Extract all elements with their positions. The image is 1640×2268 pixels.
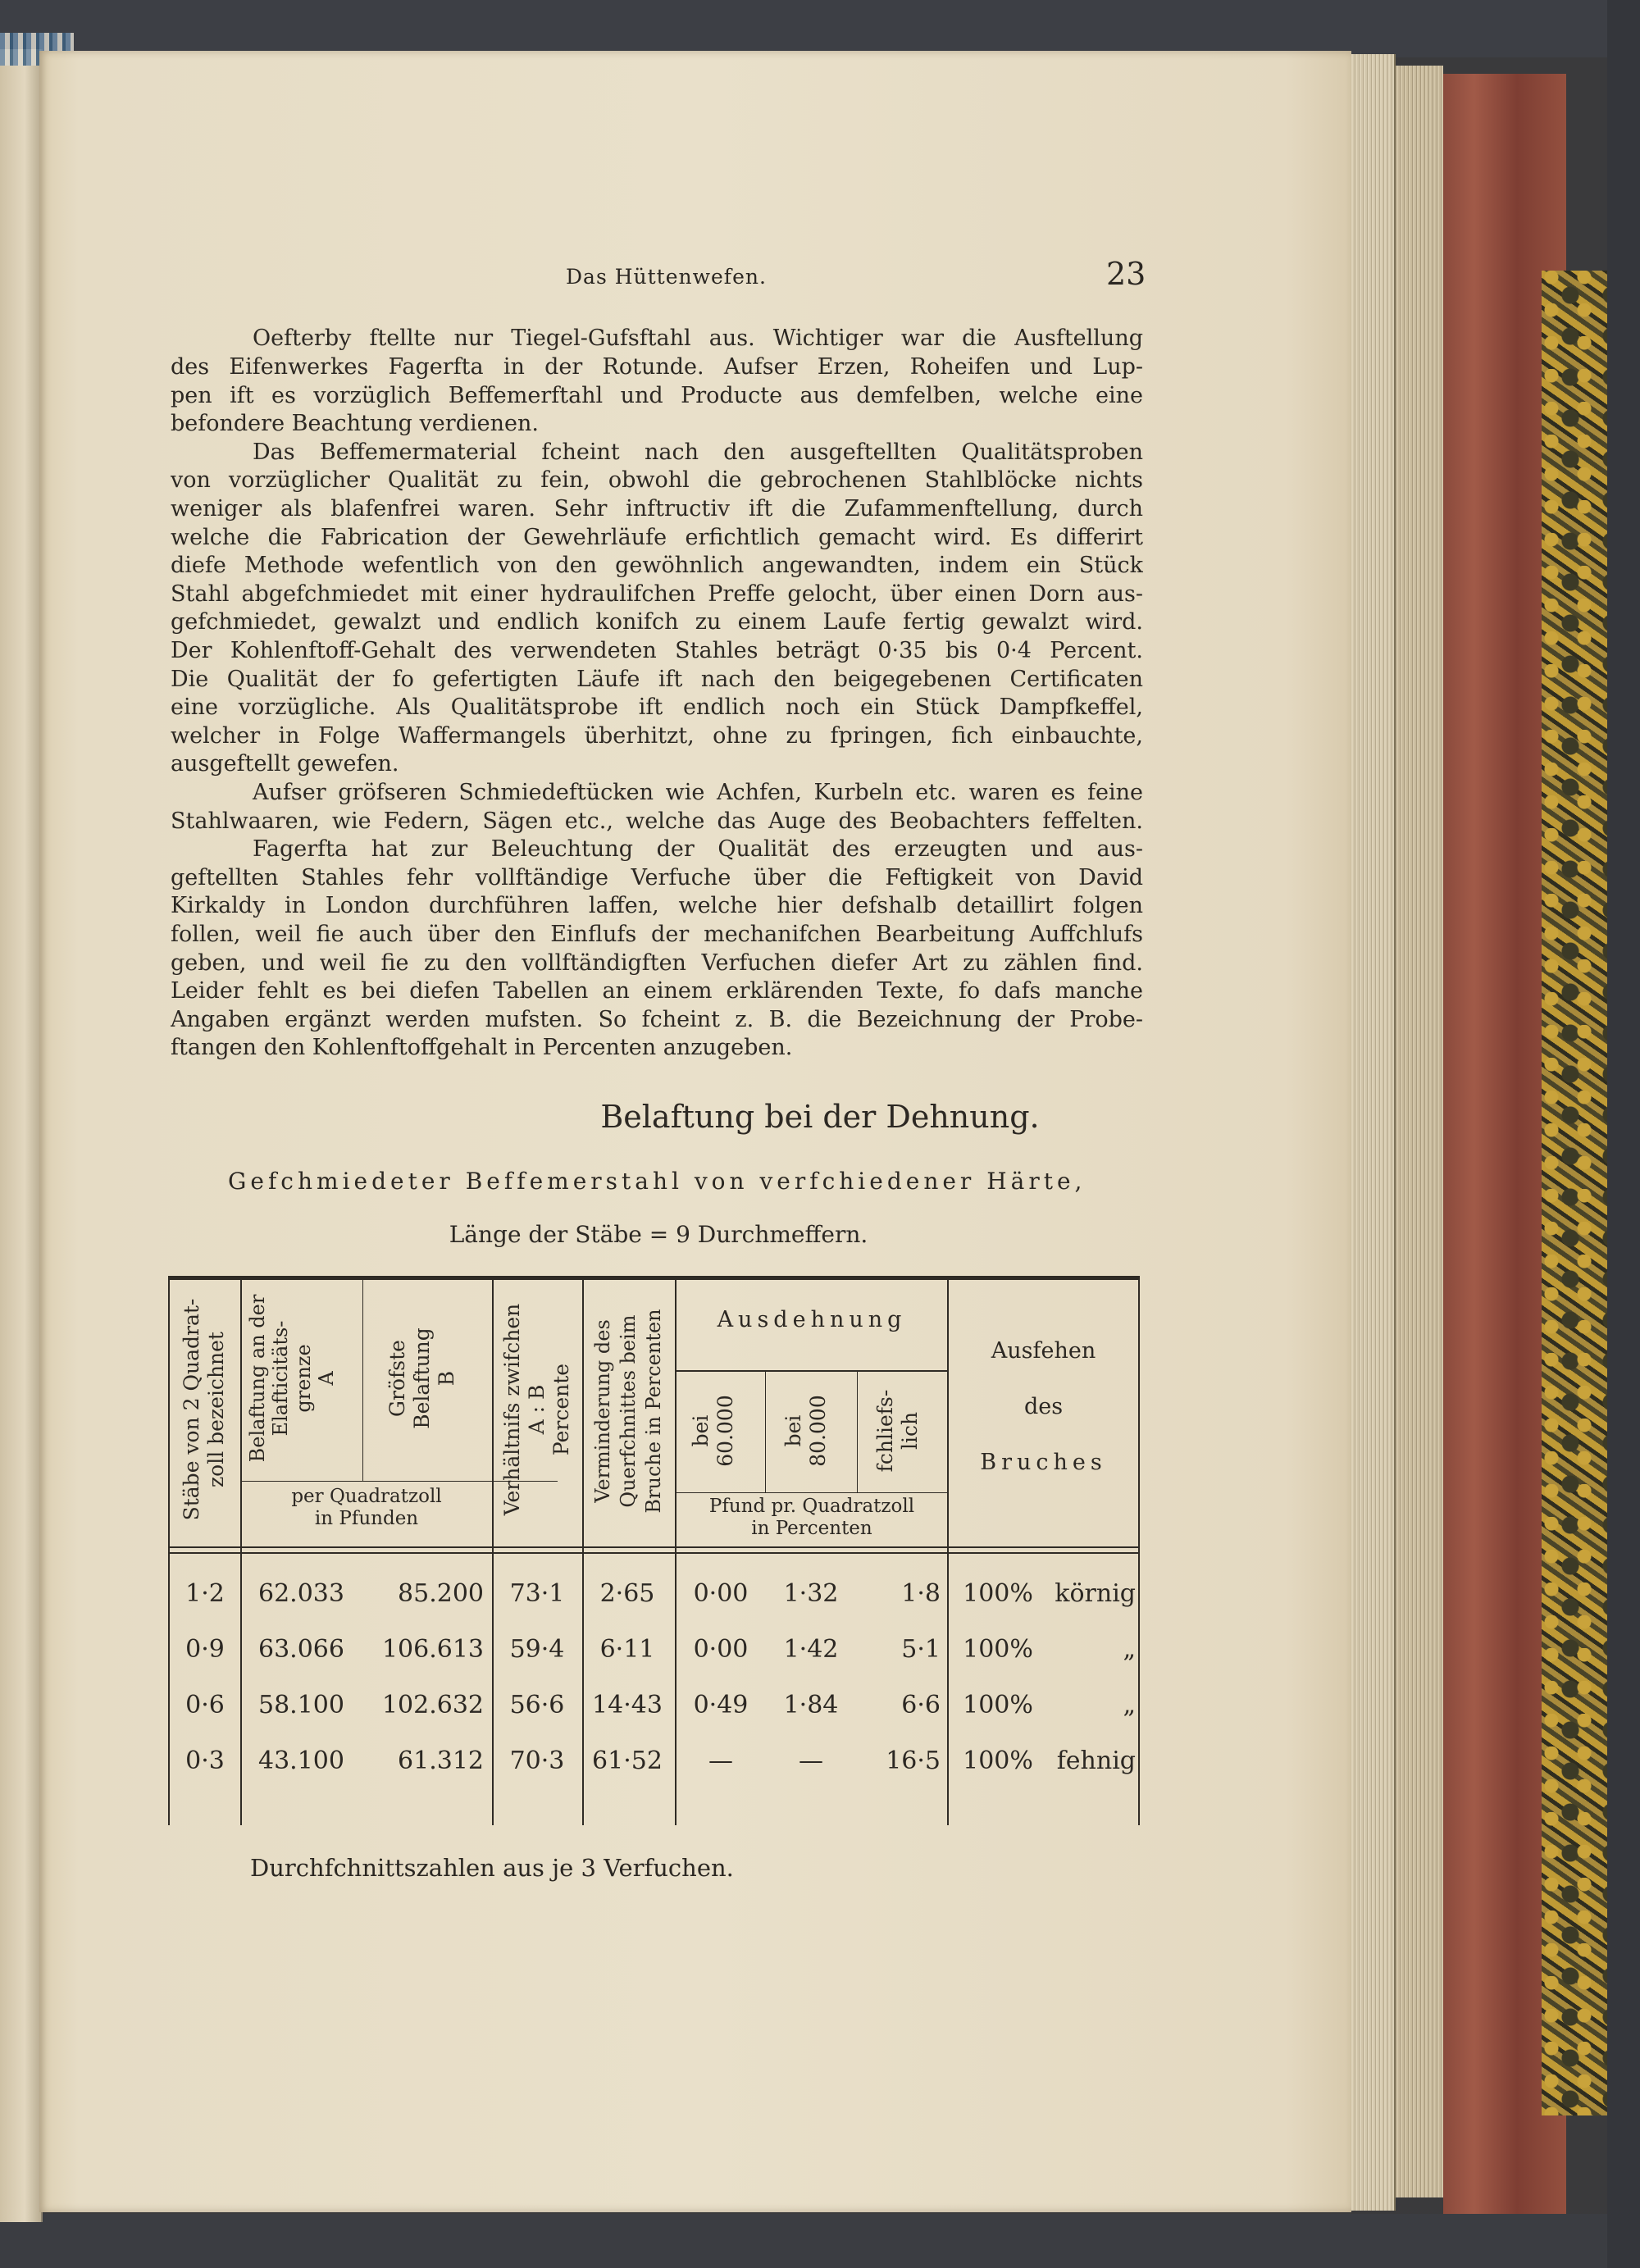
header-bei-80000: bei 80.000: [781, 1395, 830, 1467]
text-line: Das Beffemermaterial fcheint nach den ausgeftellten Qualitätsproben: [253, 439, 1143, 465]
table-cell: 0·6: [185, 1691, 225, 1719]
table-cell: 6·6: [901, 1691, 941, 1719]
text-line: diefe Methode wefentlich von den gewöhnlich angewandten, indem ein Stück: [171, 553, 1143, 578]
text-line: Oefterby ftellte nur Tiegel-Gufsftahl aus. Wichtiger war die Ausftellung: [253, 326, 1143, 351]
text-line: Die Qualität der fo gefertigten Läufe ift nach den beigegebenen Certificaten: [171, 667, 1143, 692]
header-max-load: Gröfste Belaftung B: [385, 1328, 458, 1429]
table-cell: 106.613: [381, 1635, 484, 1664]
text-line: Aufser gröfseren Schmiedeftücken wie Achfen, Kurbeln etc. waren es feine: [253, 780, 1143, 805]
header-aussehen: Ausfehen: [991, 1338, 1096, 1364]
marbled-cover-edge: [1542, 271, 1607, 2115]
table-cell: —: [708, 1747, 733, 1775]
table-cell: 0·00: [693, 1635, 749, 1664]
table-cell: 63.066: [258, 1635, 344, 1664]
table-cell: 1·8: [901, 1579, 941, 1608]
text-line: gefchmiedet, gewalzt und endlich konifch zu einem Laufe fertig gewalzt wird.: [171, 609, 1143, 635]
table-cell: 0·9: [185, 1635, 225, 1664]
text-line: ausgeftellt gewefen.: [171, 751, 399, 776]
table-cell: 61·52: [592, 1747, 663, 1775]
table-cell: 0·3: [185, 1747, 225, 1775]
col-rule: [492, 1276, 494, 1825]
header-ratio: Verhältnifs zwifchen A : B Percente: [500, 1303, 573, 1516]
table-cell: 100%: [963, 1691, 1033, 1719]
table-cell: fehnig: [1056, 1747, 1136, 1775]
col-rule: [765, 1372, 766, 1492]
col-rule: [675, 1276, 676, 1825]
header-ausdehnung: Ausdehnung: [717, 1307, 907, 1332]
table-cell: 0·00: [693, 1579, 749, 1608]
table-cell: 61.312: [398, 1747, 484, 1775]
table-cell: 62.033: [258, 1579, 344, 1608]
col-rule: [857, 1372, 858, 1492]
table-cell: 2·65: [599, 1579, 655, 1608]
text-line: Kirkaldy in London durchführen laffen, welche hier defshalb detaillirt folgen: [171, 893, 1143, 918]
text-line: befondere Beachtung verdienen.: [171, 411, 539, 436]
table-cell: 5·1: [901, 1635, 941, 1664]
text-line: weniger als blafenfrei waren. Sehr inftructiv ift die Zufammenftellung, durch: [171, 496, 1143, 521]
text-line: von vorzüglicher Qualität zu fein, obwohl die gebrochenen Stahlblöcke nichts: [171, 467, 1143, 493]
table-cell: 1·32: [783, 1579, 839, 1608]
previous-page-edge: [0, 49, 43, 2222]
table-cell: „: [1123, 1635, 1136, 1664]
page-number: 23: [1106, 256, 1146, 292]
text-line: eine vorzügliche. Als Qualitätsprobe ift endlich noch ein Stück Dampfkeffel,: [171, 695, 1143, 720]
header-elasticity-limit: Belaftung an der Elafticitäts- grenze A: [246, 1294, 338, 1463]
table-cell: 73·1: [509, 1579, 565, 1608]
header-bruches: Bruches: [980, 1450, 1107, 1475]
text-line: Leider fehlt es bei diefen Tabellen an einem erklärenden Texte, fo dafs manche: [171, 978, 1143, 1004]
data-table: [168, 1276, 1140, 1825]
table-cell: —: [799, 1747, 823, 1775]
table-cell: 100%: [963, 1579, 1033, 1608]
text-line: Angaben ergänzt werden mufsten. So fcheint z. B. die Bezeichnung der Probe-: [171, 1007, 1143, 1032]
text-line: Fagerfta hat zur Beleuchtung der Qualität des erzeugten und aus-: [253, 836, 1143, 862]
col-rule: [240, 1276, 242, 1825]
text-line: welcher in Folge Waffermangels überhitzt, ohne zu fpringen, fich einbauchte,: [171, 723, 1143, 749]
table-cell: 0·49: [693, 1691, 749, 1719]
footnote: Durchfchnittszahlen aus je 3 Verfuchen.: [250, 1854, 734, 1882]
text-line: welche die Fabrication der Gewehrläufe erfichtlich gemacht wird. Es differirt: [171, 525, 1143, 550]
scan-background-top: [0, 0, 1640, 57]
text-line: geben, und weil fie zu den vollftändigften Verfuchen diefer Art zu zählen find.: [171, 950, 1143, 976]
ausdehnung-unit-rule: [676, 1492, 947, 1493]
table-title: Belaftung bei der Dehnung.: [600, 1099, 1040, 1135]
table-cell: 100%: [963, 1635, 1033, 1664]
table-header-rule: [168, 1546, 1140, 1548]
table-cell: 1·42: [783, 1635, 839, 1664]
text-line: geftellten Stahles fehr vollftändige Verfuche über die Feftigkeit von David: [171, 865, 1143, 890]
text-line: Der Kohlenftoff-Gehalt des verwendeten Stahles beträgt 0·35 bis 0·4 Percent.: [171, 638, 1143, 663]
table-header-rule: [168, 1552, 1140, 1554]
table-cell: körnig: [1055, 1579, 1136, 1608]
table-cell: 100%: [963, 1747, 1033, 1775]
text-line: Stahl abgefchmiedet mit einer hydraulifchen Preffe gelocht, über einen Dorn aus-: [171, 581, 1143, 607]
table-cell: 59·4: [509, 1635, 565, 1664]
table-cell: 56·6: [509, 1691, 565, 1719]
scan-background-bottom: [0, 2214, 1640, 2268]
header-staebe: Stäbe von 2 Quadrat- zoll bezeichnet: [180, 1298, 228, 1521]
text-line: follen, weil fie auch über den Einflufs der mechanifchen Bearbeitung Auffchlufs: [171, 922, 1143, 947]
header-ausdehnung-unit: Pfund pr. Quadratzoll in Percenten: [708, 1496, 915, 1539]
header-reduction: Verminderung des Querfchnittes beim Bruche in Percenten: [591, 1309, 665, 1514]
header-schliesslich: fchliefs- lich: [873, 1389, 922, 1473]
table-cell: 1·84: [783, 1691, 839, 1719]
text-line: Stahlwaaren, wie Federn, Sägen etc., welche das Auge des Beobachters feffelten.: [171, 808, 1143, 834]
header-bei-60000: bei 60.000: [689, 1395, 737, 1467]
table-cell: 6·11: [599, 1635, 655, 1664]
table-caption: Länge der Stäbe = 9 Durchmeffern.: [449, 1221, 868, 1248]
col-rule: [582, 1276, 584, 1825]
running-head: Das Hüttenwefen.: [566, 265, 767, 289]
table-cell: 43.100: [258, 1747, 344, 1775]
table-subtitle: Gefchmiedeter Beffemerstahl von verfchiedener Härte,: [228, 1168, 1086, 1195]
table-cell: 1·2: [185, 1579, 225, 1608]
ausdehnung-rule: [676, 1370, 947, 1372]
table-cell: 58.100: [258, 1691, 344, 1719]
table-cell: 70·3: [509, 1747, 565, 1775]
table-cell: 85.200: [398, 1579, 484, 1608]
table-cell: 16·5: [886, 1747, 941, 1775]
header-des: des: [1023, 1394, 1064, 1419]
col-rule: [362, 1276, 363, 1481]
col-rule: [1138, 1276, 1140, 1825]
table-cell: 14·43: [592, 1691, 663, 1719]
text-line: des Eifenwerkes Fagerfta in der Rotunde. Aufser Erzen, Roheifen und Lup-: [171, 354, 1143, 380]
text-line: ftangen den Kohlenftoffgehalt in Percenten anzugeben.: [171, 1035, 793, 1060]
col-rule: [168, 1276, 170, 1825]
table-cell: „: [1123, 1691, 1136, 1719]
text-line: pen ift es vorzüglich Beffemerftahl und Producte aus demfelben, welche eine: [171, 383, 1143, 408]
table-cell: 102.632: [381, 1691, 484, 1719]
header-unit-pounds: per Quadratzoll in Pfunden: [291, 1486, 442, 1529]
